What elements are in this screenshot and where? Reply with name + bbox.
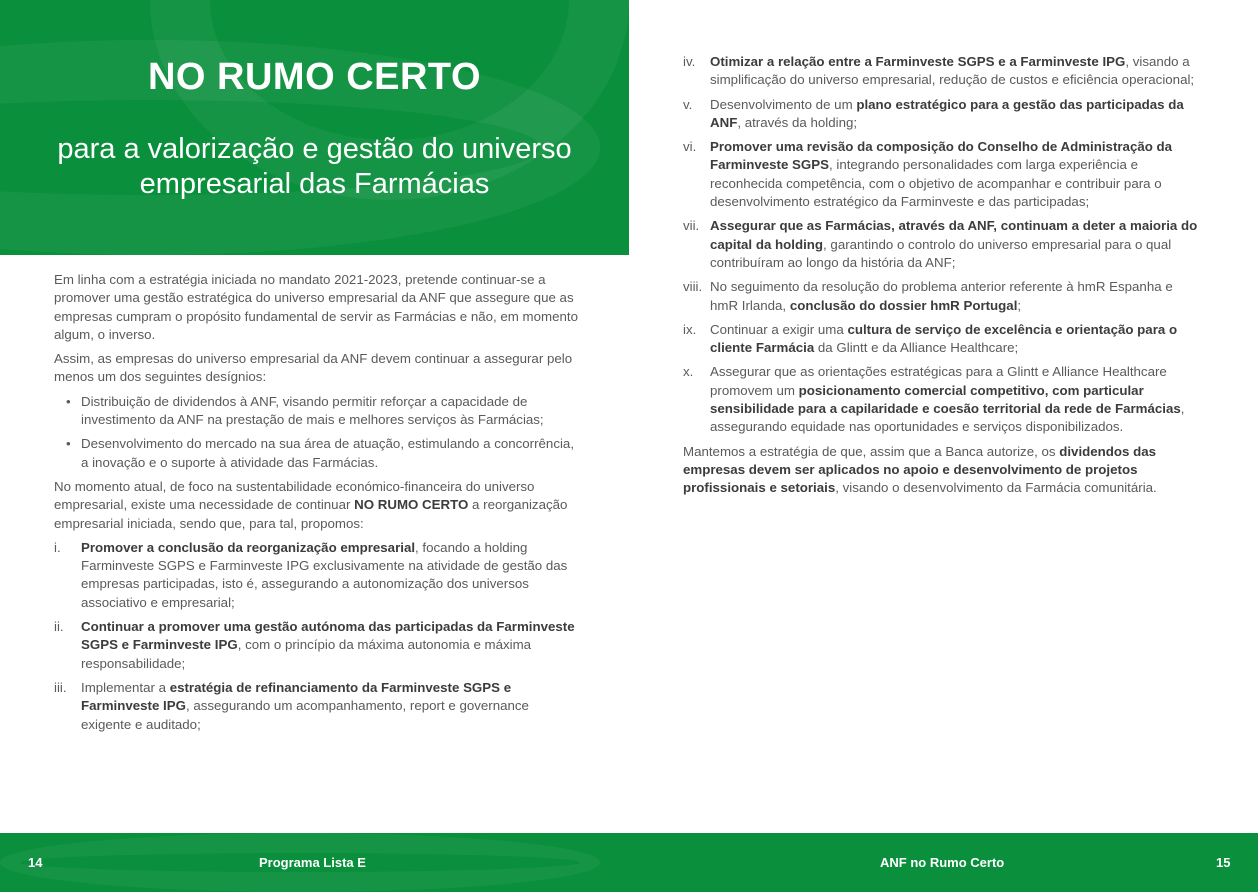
emphasis-text: cultura de serviço de excelência e orientação para o cliente Farmácia (710, 321, 1178, 356)
text-segment: Continuar a exigir uma (710, 321, 848, 337)
paragraph (54, 350, 579, 387)
text-segment: ; (1017, 297, 1022, 313)
item-text (710, 321, 1203, 358)
page-title: NO RUMO CERTO (147, 56, 482, 98)
right-page-body (683, 53, 1203, 504)
item-text (81, 539, 579, 612)
item-text (710, 217, 1203, 272)
emphasis-text: Continuar a promover uma gestão autónoma das participadas da Farminveste SGPS e Farminveste IPG (81, 619, 575, 653)
text-segment: a reorganização empresarial iniciada, sendo que, para tal, propomos: (54, 497, 568, 531)
item-number: iv. (683, 54, 696, 69)
emphasis-text: Promover uma revisão da composição do Conselho de Administração da Farminveste SGPS (710, 139, 1173, 173)
numbered-item (54, 539, 579, 612)
paragraph (54, 478, 579, 533)
left-running-title: Programa Lista E (259, 855, 366, 870)
item-text (710, 53, 1203, 90)
emphasis-text: Otimizar a relação entre a Farminveste SGPS e a Farminveste IPG (710, 54, 1126, 69)
text-segment: Distribuição de dividendos à ANF, visando permitir reforçar a capacidade de investimento da ANF na prestação de mais e melhores serviços às Farmácias; (81, 393, 544, 428)
emphasis-text: Promover a conclusão da reorganização empresarial (81, 539, 416, 555)
bullet-marker: • (66, 436, 71, 452)
emphasis-text: estratégia de refinanciamento da Farminveste SGPS e Farminveste IPG (81, 679, 512, 714)
text-segment: , integrando personalidades com larga experiência e reconhecida competência, com o objetivo de acompanhar e contribuir para o desenvolvimento estratégico da Farminveste e das participadas; (710, 157, 1162, 210)
paragraph (54, 271, 579, 344)
numbered-item (54, 618, 579, 673)
item-text (81, 679, 579, 734)
item-number: v. (683, 96, 693, 112)
item-text (710, 278, 1203, 315)
numbered-item (683, 321, 1203, 358)
text-segment: Assim, as empresas do universo empresarial da ANF devem continuar a assegurar pelo menos um dos seguintes desígnios: (54, 351, 573, 385)
text-segment: , visando o desenvolvimento da Farmácia comunitária. (835, 480, 1157, 496)
text-segment: , garantindo o controlo do universo empresarial para o qual contribuíram ao longo da história da ANF; (710, 236, 1172, 270)
left-page-number: 14 (28, 855, 43, 870)
item-number: ix. (683, 321, 697, 337)
item-number: vi. (683, 139, 697, 155)
item-number: viii. (683, 279, 703, 295)
text-segment: , com o princípio da máxima autonomia e máxima responsabilidade; (81, 637, 532, 671)
right-page-number: 15 (1216, 855, 1231, 870)
page-subtitle: para a valorização e gestão do universo empresarial das Farmácias (57, 133, 572, 200)
text-segment: , focando a holding Farminveste SGPS e Farminveste IPG exclusivamente na atividade de gestão das empresas participadas, isto é, assegurando a autonomização dos universos associativo e empresarial; (81, 539, 568, 610)
footer-bar (0, 833, 1258, 892)
numbered-item (683, 96, 1203, 133)
emphasis-text: conclusão do dossier hmR Portugal (789, 297, 1018, 313)
emphasis-text: Assegurar que as Farmácias, através da ANF, continuam a deter a maioria do capital da holding (710, 218, 1198, 252)
item-text (81, 618, 579, 673)
text-segment: No momento atual, de foco na sustentabilidade económico-financeira do universo empresarial, existe uma necessidade de continuar (54, 478, 535, 513)
numbered-item (683, 363, 1203, 436)
emphasis-text: NO RUMO CERTO (354, 497, 469, 513)
left-page-body (54, 271, 579, 740)
item-text (81, 393, 579, 430)
item-number: i. (54, 539, 61, 555)
bullet-item (54, 393, 579, 430)
title-banner (0, 0, 629, 255)
numbered-item (683, 217, 1203, 272)
emphasis-text: posicionamento comercial competitivo, com particular sensibilidade para a capilaridade e coesão territorial da rede de Farmácias (710, 382, 1181, 417)
text-segment: No seguimento da resolução do problema anterior referente à hmR Espanha e hmR Irlanda, (710, 279, 1173, 313)
item-text (710, 96, 1203, 133)
item-number: x. (683, 364, 694, 380)
text-segment: Assegurar que as orientações estratégicas para a Glintt e Alliance Healthcare promovem um (710, 364, 1167, 398)
text-segment: Implementar a (81, 679, 170, 695)
numbered-item (683, 278, 1203, 315)
text-segment: Em linha com a estratégia iniciada no mandato 2021-2023, pretende continuar-se a promover uma gestão estratégica do universo empresarial da ANF que assegure que as empresas cumpram o propósito fundamental de servir as Farmácias e não, em momento algum, o inverso. (54, 272, 578, 342)
emphasis-text: dividendos das empresas devem ser aplicados no apoio e desenvolvimento de projetos profissionais e setoriais (683, 443, 1157, 496)
item-text (710, 363, 1203, 436)
item-number: vii. (683, 218, 700, 234)
numbered-item (54, 679, 579, 734)
text-segment: Desenvolvimento do mercado na sua área de atuação, estimulando a concorrência, a inovação e o suporte à atividade das Farmácias. (81, 436, 575, 470)
bullet-marker: • (66, 393, 71, 409)
item-text (81, 435, 579, 472)
right-running-title: ANF no Rumo Certo (880, 855, 1005, 870)
numbered-item (683, 138, 1203, 211)
text-segment: Mantemos a estratégia de que, assim que a Banca autorize, os (683, 443, 1060, 459)
numbered-item (683, 53, 1203, 90)
text-segment: , assegurando equidade nas oportunidades e serviços disponibilizados. (710, 401, 1185, 435)
item-number: iii. (54, 679, 67, 695)
text-segment: , assegurando um acompanhamento, report e governance exigente e auditado; (81, 698, 529, 732)
text-segment: , visando a simplificação do universo empresarial, redução de custos e eficiência operacional; (710, 54, 1195, 88)
item-text (710, 138, 1203, 211)
text-segment: da Glintt e da Alliance Healthcare; (814, 340, 1019, 356)
text-segment: , através da holding; (737, 114, 858, 130)
emphasis-text: plano estratégico para a gestão das participadas da ANF (710, 96, 1184, 130)
paragraph (683, 443, 1203, 498)
item-number: ii. (54, 619, 64, 635)
text-segment: Desenvolvimento de um (710, 96, 857, 112)
bullet-item (54, 435, 579, 472)
